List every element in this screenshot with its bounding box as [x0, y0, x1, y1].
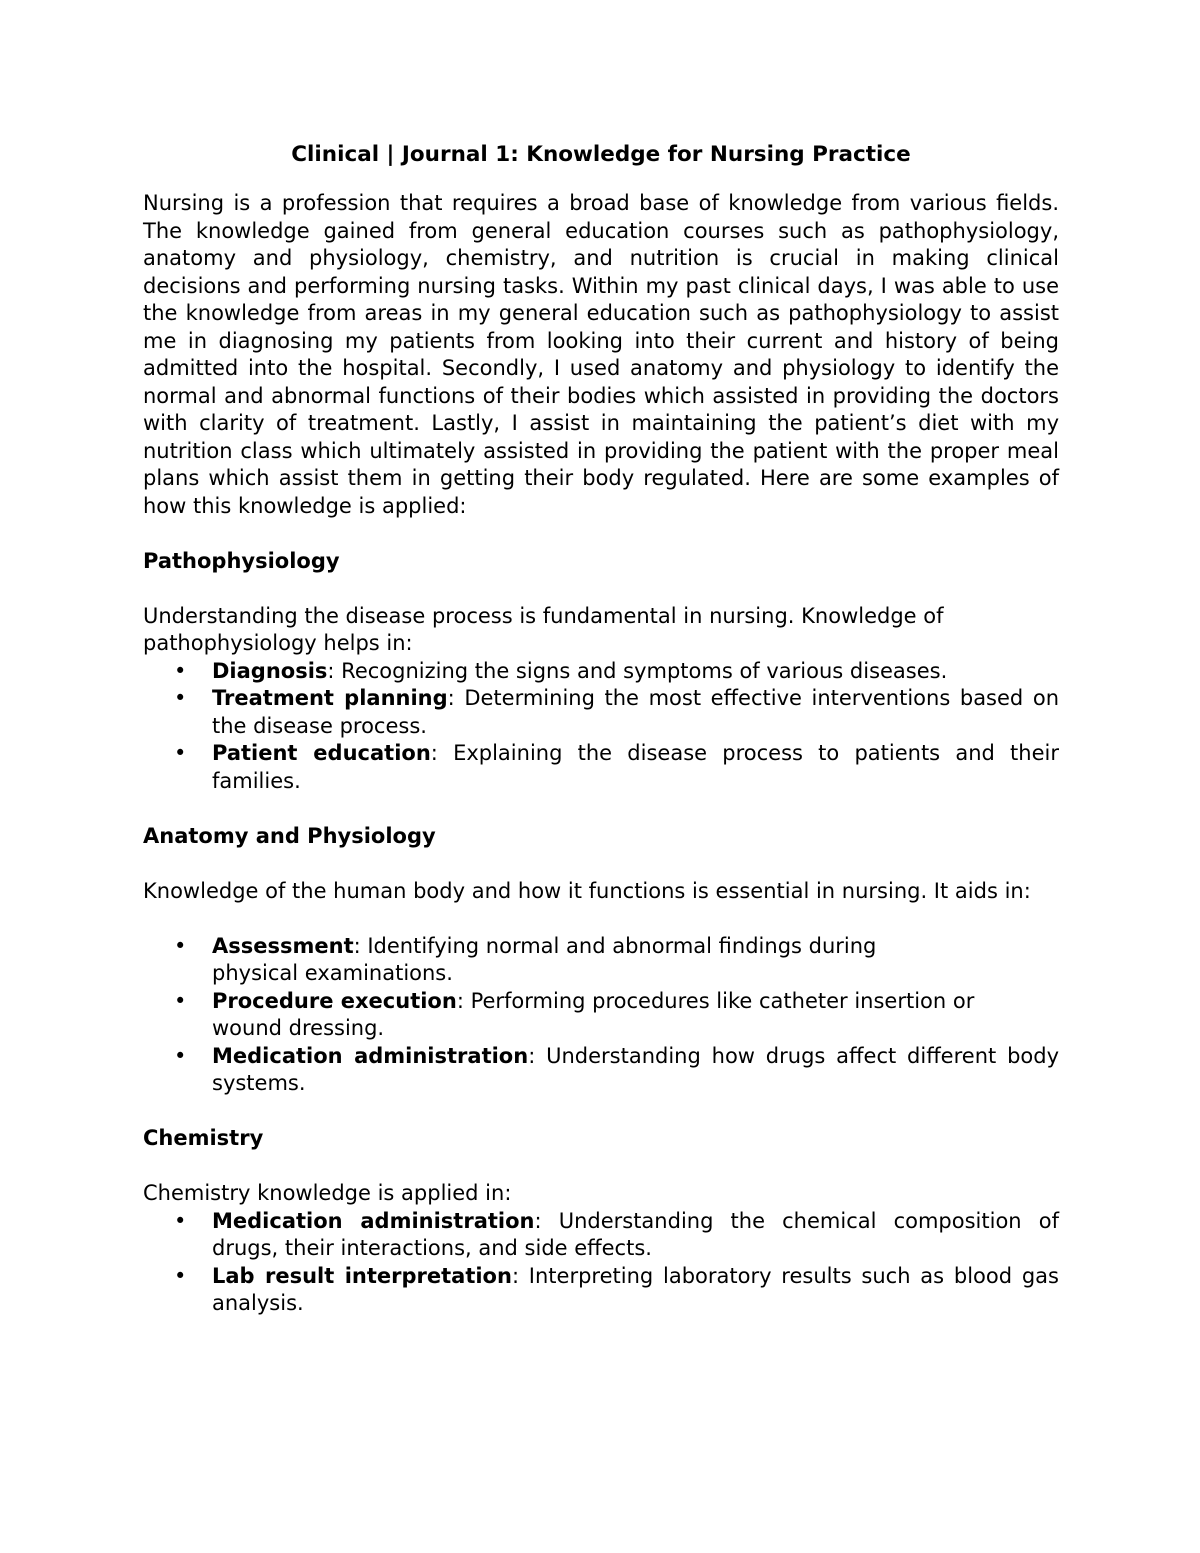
list-item-term: Medication administration	[212, 1208, 535, 1233]
list-item-separator: :	[528, 1043, 536, 1068]
list-item-separator: :	[511, 1263, 520, 1288]
list-item-term: Medication administration	[212, 1043, 529, 1068]
section-heading-anatomy-physiology: Anatomy and Physiology	[143, 823, 436, 848]
list-item	[174, 1263, 1059, 1318]
list-item-text: Identifying normal and abnormal findings during physical examinations.	[212, 933, 877, 985]
list-item-separator: :	[430, 741, 438, 765]
section-heading-pathophysiology: Pathophysiology	[143, 548, 340, 573]
list-item	[174, 658, 1059, 686]
list-item	[174, 1043, 1060, 1098]
list-item-text: Understanding how drugs affect different body systems.	[212, 1043, 1060, 1095]
bullet-icon: •	[174, 741, 187, 765]
list-item	[174, 740, 1059, 795]
section-lead-anatomy-physiology: Knowledge of the human body and how it functions is essential in nursing. It aids in:	[143, 878, 1031, 903]
section-lead-chemistry: Chemistry knowledge is applied in:	[143, 1181, 512, 1205]
list-item-text: Determining the most effective interventions based on the disease process.	[212, 686, 1060, 738]
section-lead-pathophysiology: Understanding the disease process is fundamental in nursing. Knowledge of pathophysiology helps in:	[143, 603, 944, 655]
list-item-text: Interpreting laboratory results such as blood gas analysis.	[212, 1263, 1059, 1315]
list-item-text: Performing procedures like catheter insertion or wound dressing.	[212, 988, 975, 1040]
bullet-icon: •	[174, 658, 187, 683]
list-item-separator: :	[447, 686, 455, 710]
document-body	[143, 138, 1059, 1318]
list-item-term: Patient education	[212, 741, 431, 765]
section-heading-chemistry: Chemistry	[143, 1126, 264, 1150]
list-item-term: Procedure execution	[212, 988, 457, 1013]
list-item	[174, 988, 1059, 1043]
bullet-list-anatomy-physiology	[143, 933, 1059, 1098]
list-item-term: Treatment planning	[212, 686, 448, 710]
bullet-icon: •	[174, 1263, 187, 1288]
list-item-text: Understanding the chemical composition of drugs, their interactions, and side effects.	[212, 1208, 1059, 1260]
list-item-text: Recognizing the signs and symptoms of various diseases.	[334, 658, 948, 683]
list-item-separator: :	[327, 658, 335, 683]
list-item-text: Explaining the disease process to patients and their families.	[212, 741, 1059, 793]
list-item	[174, 685, 1060, 740]
bullet-icon: •	[174, 1208, 187, 1233]
bullet-icon: •	[174, 988, 187, 1013]
bullet-list-chemistry	[143, 1208, 1059, 1318]
bullet-icon: •	[174, 686, 187, 710]
bullet-icon: •	[174, 933, 187, 958]
bullet-list-pathophysiology	[143, 658, 1059, 796]
list-item-separator: :	[353, 933, 361, 958]
list-item-separator: :	[456, 988, 464, 1013]
document-title: Clinical | Journal 1: Knowledge for Nursing Practice	[291, 142, 911, 167]
list-item-separator: :	[534, 1208, 542, 1233]
list-item	[174, 933, 1059, 988]
list-item-term: Lab result interpretation	[212, 1263, 512, 1288]
list-item	[174, 1208, 1059, 1263]
list-item-term: Diagnosis	[212, 658, 328, 683]
intro-paragraph: Nursing is a profession that requires a broad base of knowledge from various fields. The knowledge gained from general education courses such as pathophysiology, anatomy and physiology, chemistry, and nutrition is crucial in making clinical decisions and performing nursing tasks. Within my past clinical days, I was able to use the knowledge from areas in my general education such as pathophysiology to assist me in diagnosing my patients from looking into their current and history of being admitted into the hospital. Secondly, I used anatomy and physiology to identify the normal and abnormal functions of their bodies which assisted in providing the doctors with clarity of treatment. Lastly, I assist in maintaining the patient’s diet with my nutrition class which ultimately assisted in providing the patient with the proper meal plans which assist them in getting their body regulated. Here are some examples of how this knowledge is applied:	[143, 191, 1059, 518]
bullet-icon: •	[174, 1043, 187, 1068]
list-item-term: Assessment	[212, 933, 354, 958]
